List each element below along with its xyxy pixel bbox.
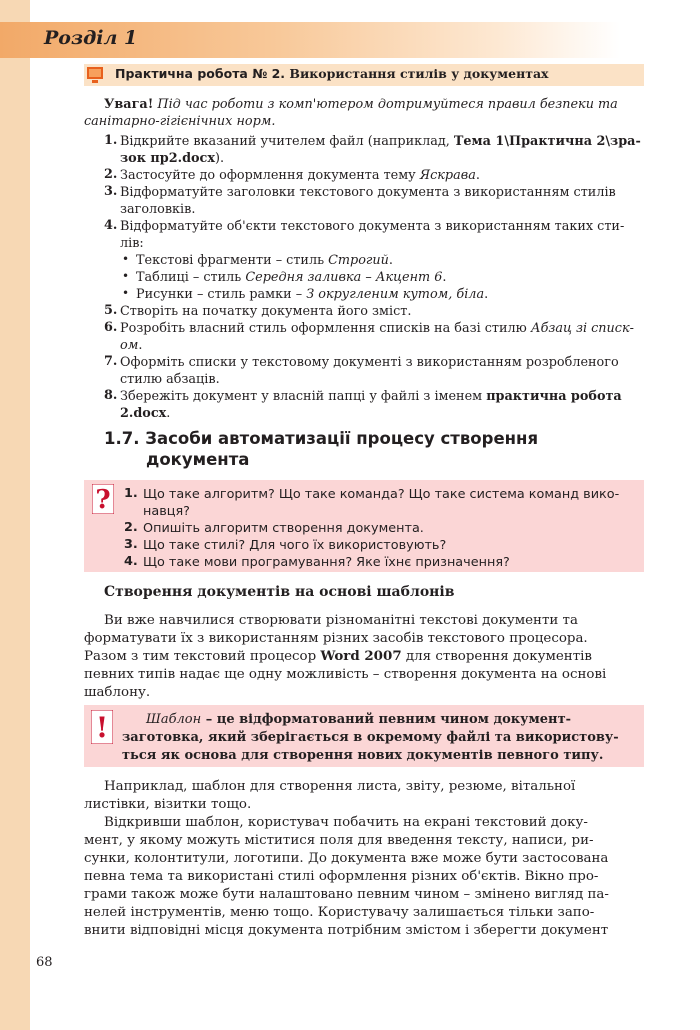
practical-title-prefix: Практична робота № 2. <box>115 66 286 81</box>
practical-title <box>115 66 549 81</box>
step-number: 1. <box>104 133 118 148</box>
bullet-3 <box>136 286 488 303</box>
bullet-dot: • <box>122 269 130 283</box>
step-6-line-1 <box>120 320 634 337</box>
step-style: Абзац зі списк- <box>530 321 634 336</box>
step-filename: 2.docx <box>120 406 167 421</box>
step-1-line-1 <box>120 133 641 150</box>
paragraph-line: Наприклад, шаблон для створення листа, звіту, резюме, вітальної <box>104 779 576 794</box>
step-text: . <box>166 406 171 421</box>
step-4-line-1: Відформатуйте об'єкти текстового документа з використанням таких сти- <box>120 219 625 234</box>
page-number: 68 <box>36 955 53 970</box>
warning-line-1 <box>104 96 644 113</box>
step-text: . <box>475 168 480 183</box>
product-name: Word 2007 <box>320 648 402 664</box>
step-path: Тема 1\Практична 2\зра- <box>453 134 641 149</box>
bullet-text: Рисунки – стиль рамки – <box>136 287 307 302</box>
step-text: Відкрийте вказаний учителем файл (наприклад, <box>120 134 454 149</box>
warning-label: Увага! <box>104 97 154 112</box>
question-1-line-1: Що таке алгоритм? Що таке команда? Що таке система команд вико- <box>143 487 620 502</box>
paragraph-line: шаблону. <box>84 685 151 700</box>
bullet-text: Таблиці – стиль <box>136 270 246 285</box>
question-number: 4. <box>124 554 138 569</box>
page-edge-strip <box>0 0 30 1030</box>
step-number: 8. <box>104 388 118 403</box>
step-5-line-1: Створіть на початку документа його зміст. <box>120 304 412 319</box>
paragraph-line: певних типів надає ще одну можливість – створення документа на основі <box>84 667 607 682</box>
bullet-style: Середня заливка – Акцент 6 <box>245 270 443 285</box>
warning-text-2: санітарно-гігієнічних норм. <box>84 114 276 129</box>
definition-term: Шаблон <box>146 712 202 727</box>
bullet-dot: • <box>122 286 130 300</box>
bullet-style: Строгий <box>328 253 389 268</box>
step-text: Розробіть власний стиль оформлення списків на базі стилю <box>120 321 531 336</box>
step-6-line-2 <box>120 337 142 354</box>
step-number: 2. <box>104 167 118 182</box>
step-7-line-2: стилю абзаців. <box>120 372 220 387</box>
step-4-line-2: лів: <box>120 236 144 251</box>
practical-title-rest: Використання стилів у документах <box>289 66 549 81</box>
paragraph-line: Ви вже навчилися створювати різноманітні текстові документи та <box>104 613 578 628</box>
svg-text:?: ? <box>95 485 111 514</box>
question-1-line-2: навця? <box>143 504 190 519</box>
step-filename: зок пр2.docx <box>120 151 215 166</box>
step-number: 6. <box>104 320 118 335</box>
bullet-text: Текстові фрагменти – стиль <box>136 253 329 268</box>
bullet-dot: • <box>122 252 130 266</box>
paragraph-text: для створення документів <box>401 649 592 664</box>
step-number: 7. <box>104 354 118 369</box>
paragraph-line: форматувати їх з використанням різних засобів текстового процесора. <box>84 631 588 646</box>
exclamation-icon <box>91 710 113 744</box>
definition-line-2: заготовка, який зберігається в окремому файлі та використову- <box>122 730 619 745</box>
question-2: Опишіть алгоритм створення документа. <box>143 521 424 536</box>
bullet-2 <box>136 269 446 286</box>
paragraph-1 <box>84 612 644 630</box>
bullet-1 <box>136 252 393 269</box>
paragraph-line: Відкривши шаблон, користувач побачить на екрані текстовий доку- <box>104 815 588 830</box>
subheading: Створення документів на основі шаблонів <box>104 584 455 600</box>
paragraph-text: Разом з тим текстовий процесор <box>84 649 321 664</box>
question-number: 3. <box>124 537 138 552</box>
step-8-line-2 <box>120 405 170 422</box>
step-text: ). <box>214 151 225 166</box>
question-number: 1. <box>124 486 138 501</box>
paragraph-line <box>84 648 644 666</box>
step-text: . <box>138 338 143 353</box>
section-title-line-2: документа <box>146 450 250 469</box>
step-text: Застосуйте до оформлення документа тему <box>120 168 420 183</box>
step-theme: Яскрава <box>419 168 476 183</box>
paragraph-line: певна тема та використані стилі оформлення різних об'єктів. Вікно про- <box>84 869 599 884</box>
bullet-text: . <box>484 287 489 302</box>
bullet-text: . <box>442 270 447 285</box>
step-7-line-1: Оформіть списки у текстовому документі з використанням розробленого <box>120 355 619 370</box>
step-number: 5. <box>104 303 118 318</box>
question-mark-icon <box>92 484 114 514</box>
section-number: 1.7. <box>104 429 140 448</box>
step-3-line-2: заголовків. <box>120 202 196 217</box>
definition-line-3: ться як основа для створення нових документів певного типу. <box>122 748 604 763</box>
paragraph-line: нелей інструментів, меню тощо. Користувачу залишається тільки запо- <box>84 905 595 920</box>
paragraph-line: сунки, колонтитули, логотипи. До документа вже може бути застосована <box>84 851 609 866</box>
step-number: 3. <box>104 184 118 199</box>
section-heading <box>104 428 538 470</box>
question-3: Що таке стилі? Для чого їх використовують? <box>143 538 447 553</box>
warning-text-1: Під час роботи з комп'ютером дотримуйтеся правил безпеки та <box>157 97 618 112</box>
paragraph-line: внити відповідні місця документа потрібним змістом і зберегти документ <box>84 923 609 938</box>
paragraph-line: грами також може бути налаштовано певним чином – змінено вигляд па- <box>84 887 609 902</box>
definition-text: – це відформатований певним чином документ- <box>201 712 572 727</box>
section-title-line-1: Засоби автоматизації процесу створення <box>145 429 539 448</box>
paragraph-line: листівки, візитки тощо. <box>84 797 252 812</box>
question-4: Що таке мови програмування? Яке їхнє призначення? <box>143 555 510 570</box>
paragraph-line: мент, у якому можуть міститися поля для введення тексту, написи, ри- <box>84 833 594 848</box>
step-8-line-1 <box>120 388 622 405</box>
step-filename: практична робота <box>486 389 622 404</box>
computer-icon <box>86 66 104 84</box>
step-style: ом <box>120 338 139 353</box>
step-1-line-2 <box>120 150 224 167</box>
step-3-line-1: Відформатуйте заголовки текстового документа з використанням стилів <box>120 185 616 200</box>
bullet-text: . <box>388 253 393 268</box>
step-number: 4. <box>104 218 118 233</box>
svg-text:!: ! <box>95 711 109 744</box>
chapter-label: Розділ 1 <box>44 27 138 49</box>
step-text: Збережіть документ у власній папці у файлі з іменем <box>120 389 487 404</box>
bullet-style: З округленим кутом, біла <box>306 287 485 302</box>
question-number: 2. <box>124 520 138 535</box>
definition-line-1 <box>146 711 571 728</box>
step-2-line-1 <box>120 167 480 184</box>
